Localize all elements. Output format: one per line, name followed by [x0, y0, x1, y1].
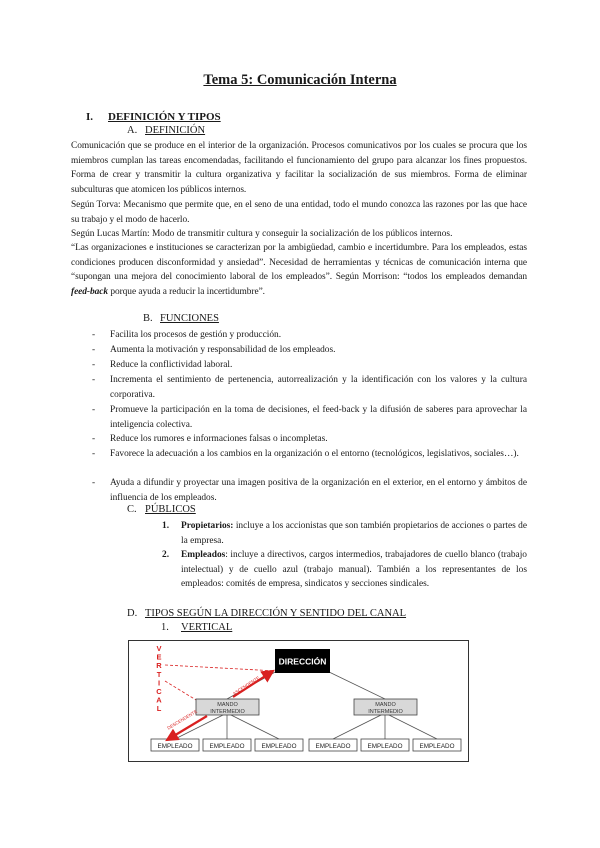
subsection-a-label: DEFINICIÓN — [145, 125, 206, 136]
page-title: Tema 5: Comunicación Interna — [203, 72, 397, 88]
section-number: I. — [86, 111, 94, 123]
funcion-text: Promueve la participación en la toma de decisiones, el feed-back y la difusión de saberes para aprovechar la inteligencia colectiva. — [110, 405, 527, 430]
mando-intermedio-label-left: MANDO — [217, 702, 238, 708]
publico-description: : incluye a directivos, cargos intermedios, trabajadores de cuello blanco (trabajo intelectual) y de cuello azul (trabajo manual). También a los representantes de los empleados: comités de empresa, sindicatos y secciones sindicales. — [181, 550, 527, 590]
vertical-letter: I — [157, 678, 161, 688]
funcion-item — [0, 358, 600, 373]
empleado-label: EMPLEADO — [209, 743, 245, 750]
funcion-item — [0, 343, 600, 358]
bullet-dash: - — [92, 478, 96, 488]
mando-intermedio-label-right-2: INTERMEDIO — [368, 709, 403, 715]
vertical-communication-diagram — [128, 640, 469, 762]
subsection-c-label: PÚBLICOS — [145, 504, 196, 515]
publico-term: Propietarios: — [181, 521, 234, 531]
publico-text — [181, 519, 527, 548]
subsection-c-letter: C. — [127, 504, 137, 515]
empleado-label: EMPLEADO — [261, 743, 297, 750]
funcion-text: Reduce la conflictividad laboral. — [110, 360, 233, 370]
subsection-a-letter: A. — [127, 125, 138, 136]
descendente-label: DESCENDENTE — [166, 708, 199, 731]
empleado-label: EMPLEADO — [157, 743, 193, 750]
bullet-dash: - — [92, 345, 96, 355]
funcion-text: Reduce los rumores e informaciones falsas o incompletas. — [110, 434, 328, 444]
dashed-line-top — [165, 665, 277, 671]
funcion-text: Ayuda a difundir y proyectar una imagen positiva de la organización en el exterior, en el entorno y ámbitos de influencia de los empleados. — [110, 478, 527, 503]
publico-description: incluye a los accionistas que son también propietarios de acciones o partes de la empresa. — [181, 521, 527, 546]
subsection-d1-label: VERTICAL — [181, 622, 233, 633]
funcion-text: Incrementa el sentimiento de pertenencia, autorrealización y la identificación con los valores y la cultura corporativa. — [110, 375, 527, 400]
subsection-d-letter: D. — [127, 608, 138, 619]
vertical-letter: V — [156, 644, 162, 653]
empleado-label: EMPLEADO — [367, 743, 403, 750]
empleado-label: EMPLEADO — [419, 743, 455, 750]
ascendente-label: ASCENDENTE — [231, 675, 261, 697]
bullet-dash: - — [92, 449, 96, 459]
bullet-dash: - — [92, 360, 96, 370]
publico-number: 1. — [162, 521, 170, 531]
section-heading: DEFINICIÓN Y TIPOS — [108, 111, 221, 123]
publico-text — [181, 548, 527, 592]
vertical-letter: L — [156, 704, 162, 714]
bullet-dash: - — [92, 405, 96, 415]
subsection-d1-number: 1. — [161, 622, 169, 633]
morrison-paragraph: “Las organizaciones e instituciones se caracterizan por la ambigüedad, cambio e incertidumbre. Para los empleados, estas condiciones producen disconformidad y ansiedad”. Necesidad de herramientas y técnicas de comunicación interna que “supongan una mejora del conocimiento laboral de los empleados”. Según Morrison: “todos los empleados demandan feed-back porque ayuda a reducir la incertidumbre”. — [71, 243, 527, 297]
direccion-label: DIRECCIÓN — [278, 656, 327, 667]
funcion-item — [0, 328, 600, 343]
vertical-letter: T — [156, 669, 162, 679]
vertical-letter: C — [156, 687, 162, 696]
vertical-letter: R — [156, 661, 162, 671]
vertical-letter: E — [156, 652, 162, 662]
funcion-text: Facilita los procesos de gestión y producción. — [110, 330, 282, 340]
funcion-item — [0, 403, 600, 432]
vertical-letter: A — [156, 695, 162, 705]
torva-paragraph: Según Torva: Mecanismo que permite que, en el seno de una entidad, todo el mundo conozca las razones por las que hace su trabajo y el modo de hacerlo. — [71, 200, 527, 225]
funcion-text: Aumenta la motivación y responsabilidad de los empleados. — [110, 345, 336, 355]
mando-intermedio-label-left-2: INTERMEDIO — [210, 709, 245, 715]
bullet-dash: - — [92, 330, 96, 340]
funcion-item — [0, 447, 600, 476]
empleado-label: EMPLEADO — [315, 743, 351, 750]
lucas-martin-line: Según Lucas Martín: Modo de transmitir cultura y conseguir la socialización de los públicos internos. — [71, 229, 453, 239]
definition-paragraph: Comunicación que se produce en el interior de la organización. Procesos comunicativos por los cuales se procura que los miembros cumplan las tareas encomendadas, facilitando el funcionamiento del grupo para alcanzar los fines propuestos. Forma de crear y transmitir la cultura organizativa y facilitar la socialización de sus miembros. Forma de eliminar subculturas que atomicen los públicos internos. — [71, 141, 527, 195]
funcion-text: Favorece la adecuación a los cambios en la organización o el entorno (tecnológicos, legislativos, sociales…). — [110, 449, 519, 459]
publico-number: 2. — [162, 550, 170, 560]
bullet-dash: - — [92, 434, 96, 444]
funcion-item — [0, 432, 600, 447]
mando-intermedio-label-right: MANDO — [375, 702, 396, 708]
funcion-item — [0, 373, 600, 403]
publico-term: Empleados — [181, 550, 226, 560]
subsection-b-letter: B. — [143, 313, 153, 324]
bullet-dash: - — [92, 375, 96, 385]
funcion-item — [0, 476, 600, 506]
subsection-d-label: TIPOS SEGÚN LA DIRECCIÓN Y SENTIDO DEL CANAL — [145, 608, 407, 619]
subsection-b-label: FUNCIONES — [160, 313, 219, 324]
